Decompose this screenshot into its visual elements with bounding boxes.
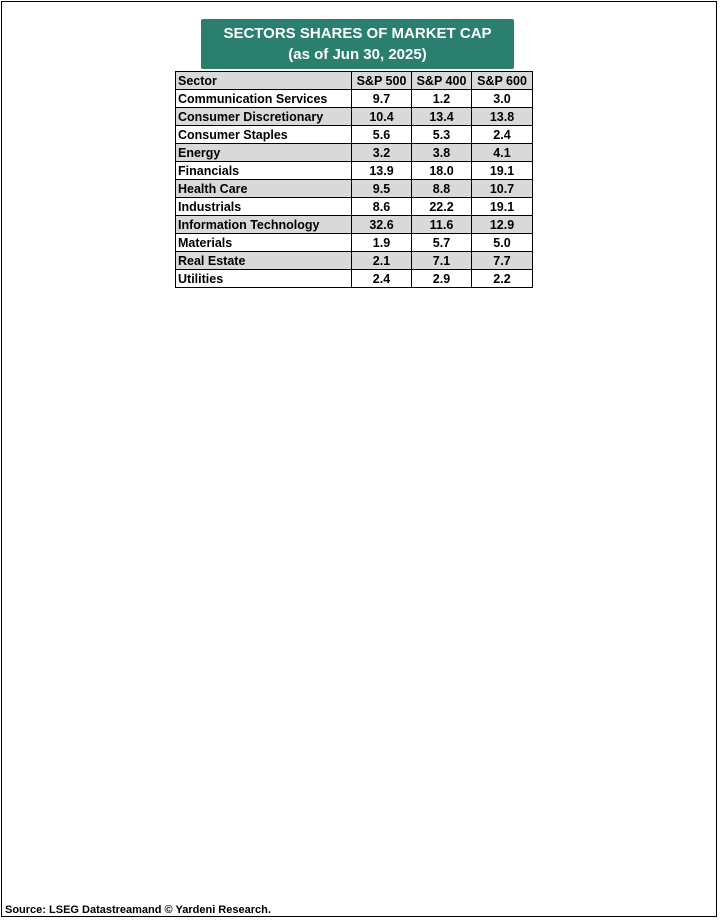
sector-name: Health Care bbox=[176, 180, 352, 198]
table-row bbox=[176, 126, 533, 144]
sector-name: Consumer Discretionary bbox=[176, 108, 352, 126]
value-sp400: 22.2 bbox=[412, 198, 472, 216]
value-sp600: 4.1 bbox=[472, 144, 533, 162]
sector-name: Utilities bbox=[176, 270, 352, 288]
source-note: Source: LSEG Datastreamand © Yardeni Research. bbox=[5, 904, 271, 916]
table-row bbox=[176, 270, 533, 288]
value-sp600: 19.1 bbox=[472, 162, 533, 180]
sector-name: Financials bbox=[176, 162, 352, 180]
sector-name: Industrials bbox=[176, 198, 352, 216]
title-banner bbox=[201, 19, 514, 69]
table-row bbox=[176, 108, 533, 126]
value-sp600: 10.7 bbox=[472, 180, 533, 198]
value-sp400: 18.0 bbox=[412, 162, 472, 180]
header-sp500: S&P 500 bbox=[352, 72, 412, 90]
value-sp600: 2.4 bbox=[472, 126, 533, 144]
sector-name: Communication Services bbox=[176, 90, 352, 108]
value-sp600: 5.0 bbox=[472, 234, 533, 252]
sector-name: Information Technology bbox=[176, 216, 352, 234]
value-sp400: 13.4 bbox=[412, 108, 472, 126]
value-sp600: 2.2 bbox=[472, 270, 533, 288]
sector-share-table bbox=[175, 71, 533, 288]
value-sp600: 19.1 bbox=[472, 198, 533, 216]
table-header-row bbox=[176, 72, 533, 90]
value-sp400: 3.8 bbox=[412, 144, 472, 162]
table-row bbox=[176, 90, 533, 108]
header-sp400: S&P 400 bbox=[412, 72, 472, 90]
value-sp400: 11.6 bbox=[412, 216, 472, 234]
table-row bbox=[176, 252, 533, 270]
value-sp600: 7.7 bbox=[472, 252, 533, 270]
table-row bbox=[176, 162, 533, 180]
value-sp400: 7.1 bbox=[412, 252, 472, 270]
value-sp600: 13.8 bbox=[472, 108, 533, 126]
value-sp500: 3.2 bbox=[352, 144, 412, 162]
table-row bbox=[176, 144, 533, 162]
value-sp500: 8.6 bbox=[352, 198, 412, 216]
value-sp400: 8.8 bbox=[412, 180, 472, 198]
value-sp500: 2.4 bbox=[352, 270, 412, 288]
table-row bbox=[176, 234, 533, 252]
header-sp600: S&P 600 bbox=[472, 72, 533, 90]
header-sector: Sector bbox=[176, 72, 352, 90]
value-sp500: 5.6 bbox=[352, 126, 412, 144]
value-sp400: 5.7 bbox=[412, 234, 472, 252]
value-sp400: 5.3 bbox=[412, 126, 472, 144]
value-sp400: 2.9 bbox=[412, 270, 472, 288]
value-sp500: 1.9 bbox=[352, 234, 412, 252]
value-sp500: 13.9 bbox=[352, 162, 412, 180]
value-sp500: 32.6 bbox=[352, 216, 412, 234]
value-sp600: 12.9 bbox=[472, 216, 533, 234]
table-row bbox=[176, 216, 533, 234]
value-sp500: 9.7 bbox=[352, 90, 412, 108]
value-sp500: 9.5 bbox=[352, 180, 412, 198]
title-line-1: SECTORS SHARES OF MARKET CAP bbox=[223, 25, 492, 42]
sector-name: Energy bbox=[176, 144, 352, 162]
title-line-2: (as of Jun 30, 2025) bbox=[288, 46, 427, 63]
table-row bbox=[176, 198, 533, 216]
sector-name: Real Estate bbox=[176, 252, 352, 270]
value-sp600: 3.0 bbox=[472, 90, 533, 108]
value-sp500: 2.1 bbox=[352, 252, 412, 270]
table-row bbox=[176, 180, 533, 198]
value-sp500: 10.4 bbox=[352, 108, 412, 126]
value-sp400: 1.2 bbox=[412, 90, 472, 108]
sector-name: Materials bbox=[176, 234, 352, 252]
sector-name: Consumer Staples bbox=[176, 126, 352, 144]
